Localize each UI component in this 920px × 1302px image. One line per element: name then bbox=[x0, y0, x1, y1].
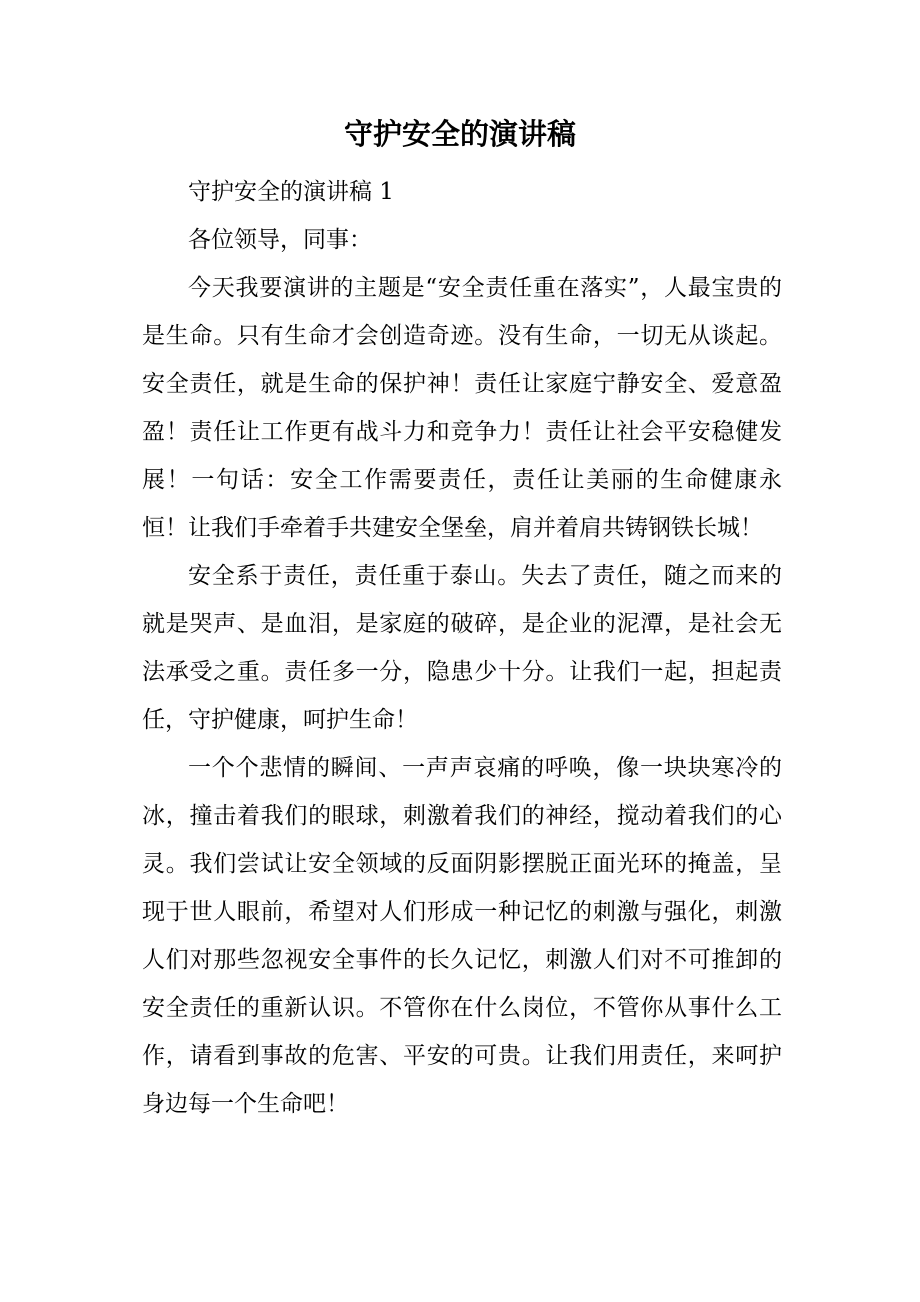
document-body bbox=[142, 168, 782, 1128]
salutation: 各位领导，同事： bbox=[188, 227, 372, 253]
paragraph: 一个个悲情的瞬间、一声声哀痛的呼唤，像一块块寒冷的冰，撞击着我们的眼球，刺激着我们的神经，搅动着我们的心灵。我们尝试让安全领域的反面阴影摆脱正面光环的掩盖，呈现于世人眼前，希望对人们形成一种记忆的刺激与强化，刺激人们对那些忽视安全事件的长久记忆，刺激人们对不可推卸的安全责任的重新认识。不管你在什么岗位，不管你从事什么工作，请看到事故的危害、平安的可贵。让我们用责任，来呵护身边每一个生命吧！ bbox=[142, 755, 782, 1117]
paragraph: 今天我要演讲的主题是“安全责任重在落实”，人最宝贵的是生命。只有生命才会创造奇迹。没有生命，一切无从谈起。安全责任，就是生命的保护神！责任让家庭宁静安全、爱意盈盈！责任让工作更有战斗力和竞争力！责任让社会平安稳健发展！一句话：安全工作需要责任，责任让美丽的生命健康永恒！让我们手牵着手共建安全堡垒，肩并着肩共铸钢铁长城！ bbox=[142, 275, 782, 541]
document-title: 守护安全的演讲稿 bbox=[343, 117, 576, 151]
subtitle: 守护安全的演讲稿 1 bbox=[188, 179, 394, 205]
paragraph: 安全系于责任，责任重于泰山。失去了责任，随之而来的就是哭声、是血泪，是家庭的破碎，是企业的泥潭，是社会无法承受之重。责任多一分，隐患少十分。让我们一起，担起责任，守护健康，呵护生命！ bbox=[142, 563, 782, 733]
